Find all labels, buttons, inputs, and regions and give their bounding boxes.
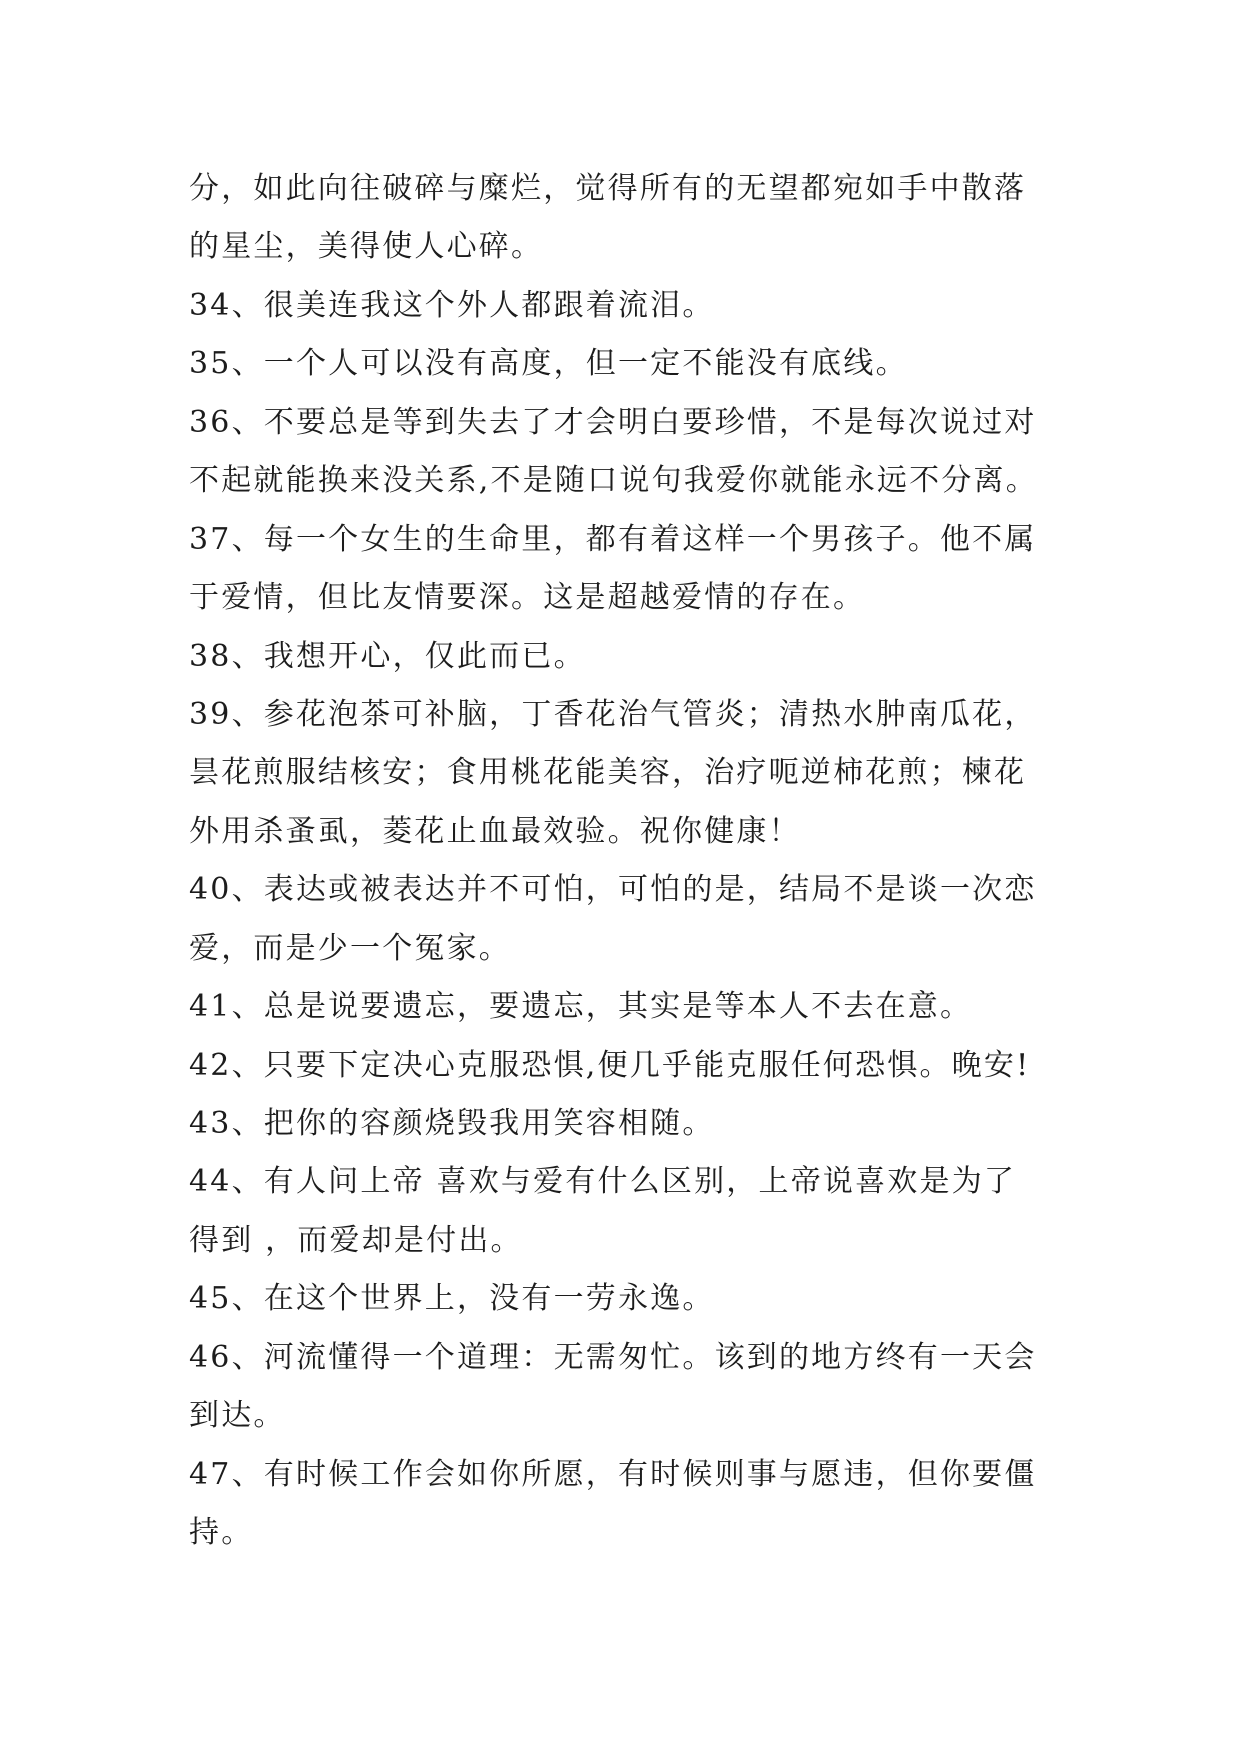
text-line: 得到 ，而爱却是付出。 [189, 1222, 523, 1258]
text-line: 43、把你的容颜烧毁我用笑容相随。 [189, 1106, 715, 1141]
text-line: 46、河流懂得一个道理：无需匆忙。该到的地方终有一天会 [189, 1339, 1037, 1375]
document-body [189, 160, 1089, 1563]
text-line: 外用杀蚤虱，菱花止血最效验。祝你健康！ [189, 813, 801, 849]
text-line: 到达。 [189, 1398, 286, 1434]
text-line: 36、不要总是等到失去了才会明白要珍惜，不是每次说过对 [189, 404, 1037, 440]
text-line: 41、总是说要遗忘，要遗忘，其实是等本人不去在意。 [189, 989, 973, 1025]
text-line: 45、在这个世界上，没有一劳永逸。 [189, 1281, 715, 1317]
text-line: 持。 [189, 1515, 254, 1551]
text-line: 昙花煎服结核安；食用桃花能美容，治疗呃逆柿花煎；楝花 [189, 755, 1027, 791]
text-line: 37、每一个女生的生命里，都有着这样一个男孩子。他不属 [189, 521, 1037, 557]
text-line: 40、表达或被表达并不可怕，可怕的是，结局不是谈一次恋 [189, 872, 1037, 908]
text-line: 47、有时候工作会如你所愿，有时候则事与愿违，但你要僵 [189, 1456, 1037, 1492]
text-line: 35、一个人可以没有高度，但一定不能没有底线。 [189, 346, 908, 382]
text-line: 39、参花泡茶可补脑，丁香花治气管炎；清热水肿南瓜花， [189, 696, 1037, 732]
text-line: 38、我想开心，仅此而已。 [189, 638, 586, 674]
text-line: 不起就能换来没关系,不是随口说句我爱你就能永远不分离。 [189, 463, 1038, 499]
text-line: 于爱情，但比友情要深。这是超越爱情的存在。 [189, 580, 866, 616]
text-line: 42、只要下定决心克服恐惧,便几乎能克服任何恐惧。晚安! [189, 1047, 1031, 1083]
text-line: 爱，而是少一个冤家。 [189, 930, 511, 966]
text-line: 34、很美连我这个外人都跟着流泪。 [189, 287, 715, 323]
text-line: 的星尘，美得使人心碎。 [189, 229, 544, 265]
text-line: 44、有人问上帝 喜欢与爱有什么区别，上帝说喜欢是为了 [189, 1164, 1017, 1200]
text-line: 分，如此向往破碎与糜烂，觉得所有的无望都宛如手中散落 [189, 171, 1027, 206]
